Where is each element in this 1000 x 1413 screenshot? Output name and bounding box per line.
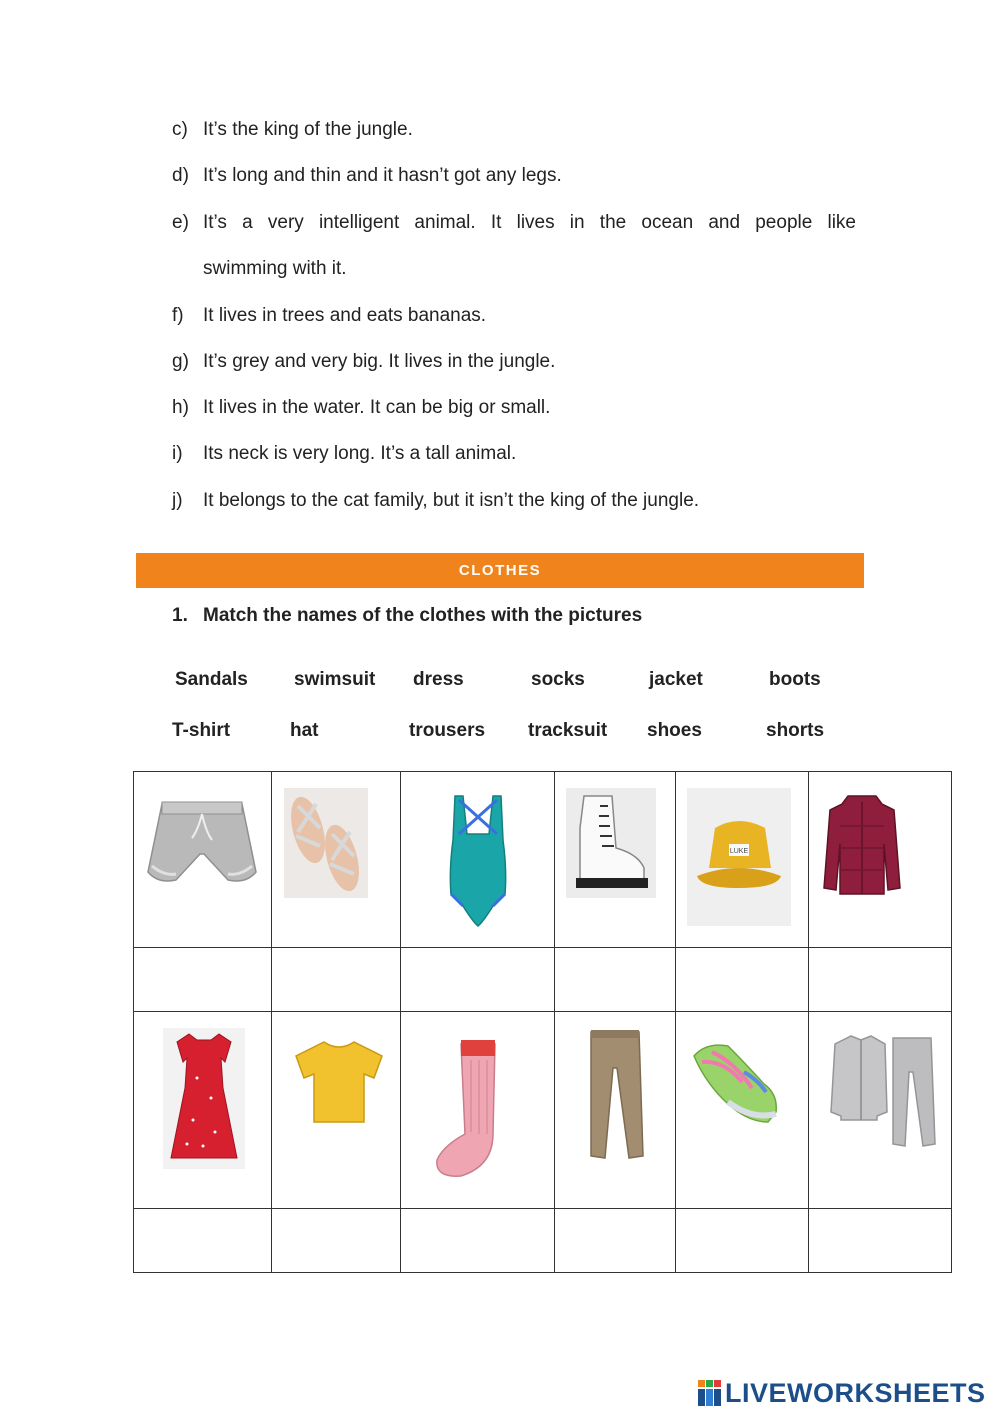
liveworksheets-logo[interactable] xyxy=(698,1378,986,1408)
answer-cell[interactable] xyxy=(134,1209,272,1273)
word-bank-item: shorts xyxy=(766,720,825,741)
clue-letter: d) xyxy=(172,165,189,186)
answer-cell[interactable] xyxy=(809,1209,952,1273)
word-bank-item: Sandals xyxy=(175,669,248,690)
shorts-icon xyxy=(146,794,258,889)
word-bank-item: swimsuit xyxy=(294,669,376,690)
section-banner: CLOTHES xyxy=(136,553,864,588)
answer-cell[interactable] xyxy=(676,1209,809,1273)
clue-letter: g) xyxy=(172,351,189,372)
answer-cell[interactable] xyxy=(676,948,809,1012)
picture-cell xyxy=(272,772,401,948)
exercise-text: Match the names of the clothes with the pictures xyxy=(203,605,643,626)
clue-text: It’s long and thin and it hasn’t got any legs. xyxy=(203,165,562,186)
clue-text: It’s the king of the jungle. xyxy=(203,119,413,140)
answer-cell[interactable] xyxy=(555,1209,676,1273)
picture-cell xyxy=(809,1012,952,1209)
answer-input[interactable] xyxy=(809,1209,951,1272)
tshirt-icon xyxy=(290,1038,388,1126)
matching-grid xyxy=(133,771,952,1273)
answer-cell[interactable] xyxy=(401,948,555,1012)
picture-cell xyxy=(134,1012,272,1209)
word-bank-item: boots xyxy=(769,669,821,690)
logo-mark-icon xyxy=(698,1380,722,1406)
answer-input[interactable] xyxy=(676,948,808,1011)
picture-cell xyxy=(555,772,676,948)
word-bank-item: T-shirt xyxy=(172,720,231,741)
answer-input[interactable] xyxy=(401,948,554,1011)
clue-letter: e) xyxy=(172,212,189,233)
word-bank-item: jacket xyxy=(649,669,703,690)
trousers-icon xyxy=(585,1028,647,1162)
hat-icon xyxy=(687,788,791,926)
clue-letter: c) xyxy=(172,119,188,140)
clue-text: It’s grey and very big. It lives in the jungle. xyxy=(203,351,556,372)
swimsuit-icon xyxy=(441,794,515,929)
picture-cell xyxy=(555,1012,676,1209)
picture-cell xyxy=(272,1012,401,1209)
brand-name: LIVEWORKSHEETS xyxy=(725,1377,986,1408)
word-bank-item: shoes xyxy=(647,720,702,741)
answer-cell[interactable] xyxy=(134,948,272,1012)
clue-e-continuation: swimming with it. xyxy=(203,258,347,279)
sandals-icon xyxy=(284,788,368,898)
answer-input[interactable] xyxy=(676,1209,808,1272)
clue-letter: f) xyxy=(172,305,184,326)
picture-cell xyxy=(676,1012,809,1209)
socks-icon xyxy=(431,1034,511,1180)
answer-cell[interactable] xyxy=(809,948,952,1012)
hat-label: LUKE xyxy=(729,848,749,855)
word-bank-item: tracksuit xyxy=(528,720,608,741)
picture-cell xyxy=(401,1012,555,1209)
clue-text: It lives in trees and eats bananas. xyxy=(203,305,487,326)
answer-input[interactable] xyxy=(809,948,951,1011)
answer-input[interactable] xyxy=(134,948,271,1011)
answer-input[interactable] xyxy=(401,1209,554,1272)
answer-input[interactable] xyxy=(555,1209,675,1272)
clue-text: It’s a very intelligent animal. It lives in the ocean and people like xyxy=(203,212,856,233)
answer-input[interactable] xyxy=(272,1209,400,1272)
word-bank-item: hat xyxy=(290,720,319,741)
boots-icon xyxy=(566,788,656,898)
answer-cell[interactable] xyxy=(272,1209,401,1273)
picture-cell xyxy=(676,772,809,948)
answer-input[interactable] xyxy=(134,1209,271,1272)
dress-icon xyxy=(163,1028,245,1169)
answer-cell[interactable] xyxy=(401,1209,555,1273)
clue-letter: i) xyxy=(172,443,183,464)
picture-cell xyxy=(134,772,272,948)
answer-cell[interactable] xyxy=(272,948,401,1012)
shoes-icon xyxy=(688,1032,782,1132)
clue-text: It lives in the water. It can be big or small. xyxy=(203,397,551,418)
picture-cell xyxy=(401,772,555,948)
answer-input[interactable] xyxy=(555,948,675,1011)
tracksuit-icon xyxy=(827,1032,939,1152)
picture-cell xyxy=(809,772,952,948)
exercise-number: 1. xyxy=(172,605,188,626)
answer-input[interactable] xyxy=(272,948,400,1011)
clue-letter: h) xyxy=(172,397,189,418)
jacket-icon xyxy=(822,792,902,898)
word-bank-item: socks xyxy=(531,669,585,690)
word-bank-item: trousers xyxy=(409,720,486,741)
word-bank-item: dress xyxy=(413,669,464,690)
answer-cell[interactable] xyxy=(555,948,676,1012)
clue-text: Its neck is very long. It’s a tall animal. xyxy=(203,443,517,464)
clue-text: It belongs to the cat family, but it isn’t the king of the jungle. xyxy=(203,490,700,511)
clue-letter: j) xyxy=(172,490,183,511)
